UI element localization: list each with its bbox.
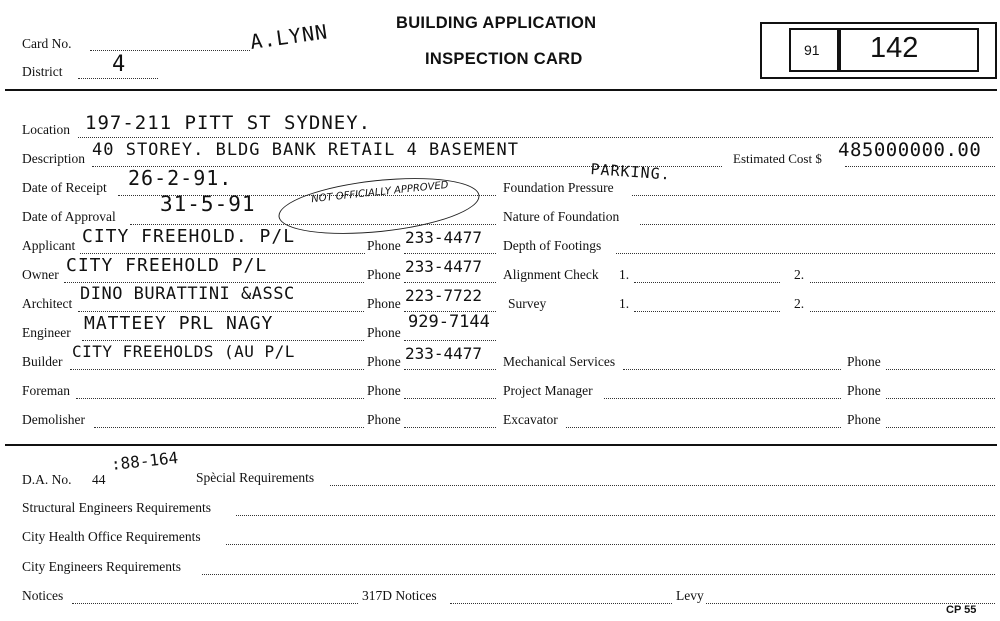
architect-phone-value: 223-7722 xyxy=(405,286,483,305)
architect-phone-label: Phone xyxy=(367,296,401,311)
structural-requirements-line xyxy=(236,515,995,516)
location-label: Location xyxy=(22,122,70,137)
description-value-continued: PARKING. xyxy=(590,160,672,184)
survey-line-2 xyxy=(810,311,995,312)
applicant-value: CITY FREEHOLD. P/L xyxy=(82,226,296,247)
date-approval-label: Date of Approval xyxy=(22,209,116,224)
builder-label: Builder xyxy=(22,354,63,369)
approval-note: NOT OFFICIALLY APPROVED xyxy=(310,179,450,206)
foreman-phone-label: Phone xyxy=(367,383,401,398)
card-number-year: 91 xyxy=(804,42,820,58)
foundation-pressure-label: Foundation Pressure xyxy=(503,180,614,195)
alignment-label: Alignment Check xyxy=(503,267,599,282)
demolisher-phone-line xyxy=(404,427,496,428)
district-value: 4 xyxy=(112,52,127,77)
da-no-value: :88-164 xyxy=(110,448,180,474)
applicant-phone-value: 233-4477 xyxy=(405,228,483,247)
alignment-line-2 xyxy=(810,282,995,283)
architect-value: DINO BURATTINI &ASSC xyxy=(80,284,295,304)
location-value: 197-211 PITT ST SYDNEY. xyxy=(85,112,372,134)
architect-line xyxy=(78,311,364,312)
owner-phone-line xyxy=(404,282,496,283)
317d-notices-line xyxy=(450,603,672,604)
engineer-phone-value: 929-7144 xyxy=(408,312,490,332)
header-divider xyxy=(5,89,997,91)
excavator-phone-label: Phone xyxy=(847,412,881,427)
foreman-line xyxy=(76,398,364,399)
demolisher-line xyxy=(94,427,364,428)
project-manager-line xyxy=(604,398,841,399)
form-title-line1: BUILDING APPLICATION xyxy=(396,14,597,32)
317d-notices-label: 317D Notices xyxy=(362,588,437,603)
excavator-phone-line xyxy=(886,427,995,428)
health-requirements-line xyxy=(226,544,995,545)
builder-value: CITY FREEHOLDS (AU P/L xyxy=(72,342,295,361)
engineer-line xyxy=(82,340,364,341)
survey-line-1 xyxy=(634,311,780,312)
excavator-line xyxy=(566,427,841,428)
city-engineers-requirements-label: City Engineers Requirements xyxy=(22,559,181,574)
applicant-phone-label: Phone xyxy=(367,238,401,253)
description-label: Description xyxy=(22,151,85,166)
engineer-label: Engineer xyxy=(22,325,71,340)
card-number-value: 142 xyxy=(870,32,919,64)
nature-foundation-line xyxy=(640,224,995,225)
foreman-label: Foreman xyxy=(22,383,70,398)
estimated-cost-line xyxy=(845,166,995,167)
alignment-line-1 xyxy=(634,282,780,283)
notices-label: Notices xyxy=(22,588,64,603)
health-requirements-label: City Health Office Requirements xyxy=(22,529,201,544)
mechanical-phone-label: Phone xyxy=(847,354,881,369)
project-manager-label: Project Manager xyxy=(503,383,593,398)
description-value: 40 STOREY. BLDG BANK RETAIL 4 BASEMENT xyxy=(92,140,519,160)
notices-line xyxy=(72,603,358,604)
project-manager-phone-label: Phone xyxy=(847,383,881,398)
district-label: District xyxy=(22,64,63,79)
card-no-label: Card No. xyxy=(22,36,72,51)
district-line xyxy=(78,78,158,79)
date-receipt-value: 26-2-91. xyxy=(128,166,233,190)
applicant-line xyxy=(80,253,365,254)
owner-phone-label: Phone xyxy=(367,267,401,282)
engineer-value: MATTEEY PRL NAGY xyxy=(84,313,274,334)
structural-requirements-label: Structural Engineers Requirements xyxy=(22,500,211,515)
section-divider xyxy=(5,444,997,446)
demolisher-label: Demolisher xyxy=(22,412,85,427)
depth-footings-label: Depth of Footings xyxy=(503,238,602,253)
builder-phone-line xyxy=(404,369,496,370)
owner-label: Owner xyxy=(22,267,59,282)
excavator-label: Excavator xyxy=(503,412,558,427)
architect-label: Architect xyxy=(22,296,73,311)
location-line xyxy=(78,137,993,138)
engineer-phone-label: Phone xyxy=(367,325,401,340)
alignment-num-2: 2. xyxy=(794,267,805,282)
depth-footings-line xyxy=(616,253,995,254)
builder-line xyxy=(70,369,364,370)
card-no-value: A.LYNN xyxy=(248,19,330,55)
date-receipt-label: Date of Receipt xyxy=(22,180,107,195)
mechanical-label: Mechanical Services xyxy=(503,354,616,369)
survey-num-2: 2. xyxy=(794,296,805,311)
survey-label: Survey xyxy=(508,296,547,311)
project-manager-phone-line xyxy=(886,398,995,399)
special-requirements-label: Spècial Requirements xyxy=(196,470,315,485)
form-title-line2: INSPECTION CARD xyxy=(425,50,583,68)
engineer-phone-line xyxy=(404,340,496,341)
estimated-cost-label: Estimated Cost $ xyxy=(733,151,822,166)
owner-line xyxy=(64,282,364,283)
applicant-phone-line xyxy=(404,253,496,254)
builder-phone-value: 233-4477 xyxy=(405,344,483,363)
special-requirements-line xyxy=(330,485,995,486)
nature-foundation-label: Nature of Foundation xyxy=(503,209,620,224)
levy-label: Levy xyxy=(676,588,704,603)
owner-value: CITY FREEHOLD P/L xyxy=(66,255,268,276)
applicant-label: Applicant xyxy=(22,238,76,253)
builder-phone-label: Phone xyxy=(367,354,401,369)
survey-num-1: 1. xyxy=(619,296,630,311)
mechanical-line xyxy=(623,369,841,370)
da-no-prefix: 44 xyxy=(92,472,106,487)
foundation-pressure-line xyxy=(632,195,995,196)
estimated-cost-value: 485000000.00 xyxy=(838,139,982,161)
demolisher-phone-label: Phone xyxy=(367,412,401,427)
date-approval-value: 31-5-91 xyxy=(160,192,256,216)
da-no-label: D.A. No. xyxy=(22,472,72,487)
foreman-phone-line xyxy=(404,398,496,399)
alignment-num-1: 1. xyxy=(619,267,630,282)
card-no-line xyxy=(90,50,250,51)
mechanical-phone-line xyxy=(886,369,995,370)
city-engineers-requirements-line xyxy=(202,574,995,575)
owner-phone-value: 233-4477 xyxy=(405,257,483,276)
form-code: CP 55 xyxy=(946,604,977,616)
